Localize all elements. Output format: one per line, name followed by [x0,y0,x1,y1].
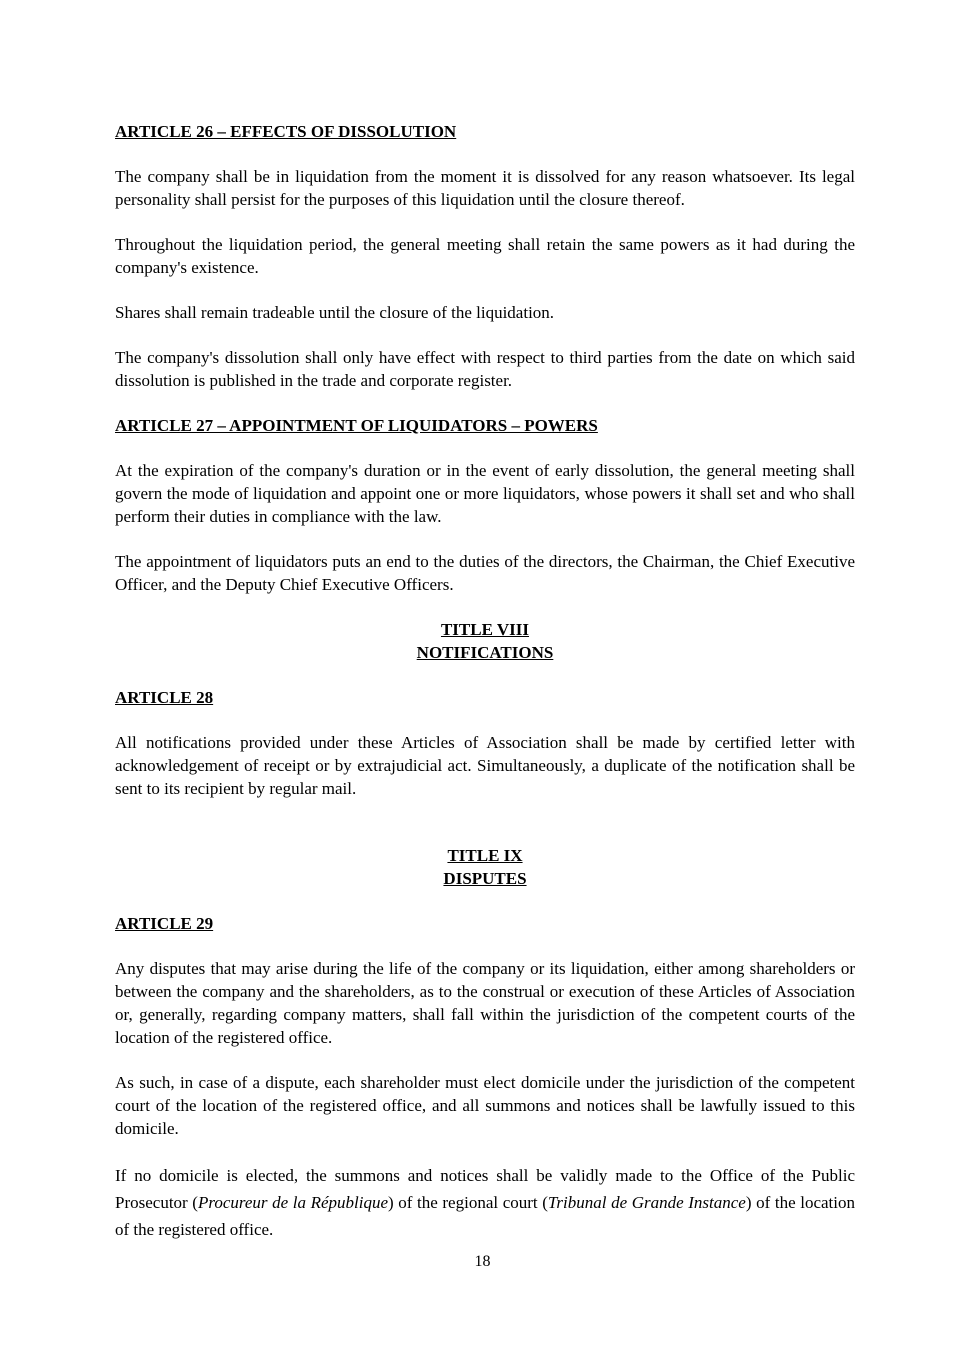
article-29-paragraph-2: As such, in case of a dispute, each shareholder must elect domicile under the jurisdiction of the competent court of the location of the registered office, and all summons and notices shall be lawfully issued to this domicile. [115,1073,855,1138]
title-viii [115,618,855,664]
article-28-heading: ARTICLE 28 [115,688,214,707]
title-ix-number: TITLE IX [447,846,523,865]
article-29-paragraph-1: Any disputes that may arise during the life of the company or its liquidation, either among shareholders or between the company and the shareholders, as to the construal or execution of these Articles of Association or, generally, regarding company matters, shall fall within the jurisdiction of the competent courts of the location of the registered office. [115,959,855,1047]
article-26-heading: ARTICLE 26 – EFFECTS OF DISSOLUTION [115,122,457,141]
article-26-paragraph-1: The company shall be in liquidation from the moment it is dissolved for any reason whatsoever. Its legal personality shall persist for the purposes of this liquidation until the closure thereof. [115,167,855,209]
page-number: 18 [474,1253,491,1270]
title-ix [115,844,855,890]
article-26-paragraph-4: The company's dissolution shall only have effect with respect to third parties from the date on which said dissolution is published in the trade and corporate register. [115,348,855,390]
article-29-paragraph-3: If no domicile is elected, the summons and notices shall be validly made to the Office of the Public Prosecutor (Procureur de la République) of the regional court (Tribunal de Grande Instance) of the location of the registered office. [115,1166,855,1239]
article-29-heading: ARTICLE 29 [115,914,214,933]
article-27-heading: ARTICLE 27 – APPOINTMENT OF LIQUIDATORS – POWERS [115,416,598,435]
article-27-paragraph-2: The appointment of liquidators puts an end to the duties of the directors, the Chairman, the Chief Executive Officer, and the Deputy Chief Executive Officers. [115,552,855,594]
title-viii-number: TITLE VIII [440,620,530,639]
article-26-paragraph-3: Shares shall remain tradeable until the closure of the liquidation. [115,303,555,322]
article-28-paragraph-1: All notifications provided under these Articles of Association shall be made by certified letter with acknowledgement of receipt or by extrajudicial act. Simultaneously, a duplicate of the notification shall be sent to its recipient by regular mail. [115,733,855,798]
article-27-paragraph-1: At the expiration of the company's duration or in the event of early dissolution, the general meeting shall govern the mode of liquidation and appoint one or more liquidators, whose powers it shall set and who shall perform their duties in compliance with the law. [115,461,855,526]
title-viii-label: NOTIFICATIONS [416,643,554,662]
article-26-paragraph-2: Throughout the liquidation period, the general meeting shall retain the same powers as it had during the company's existence. [115,235,855,277]
title-ix-label: DISPUTES [443,869,527,888]
